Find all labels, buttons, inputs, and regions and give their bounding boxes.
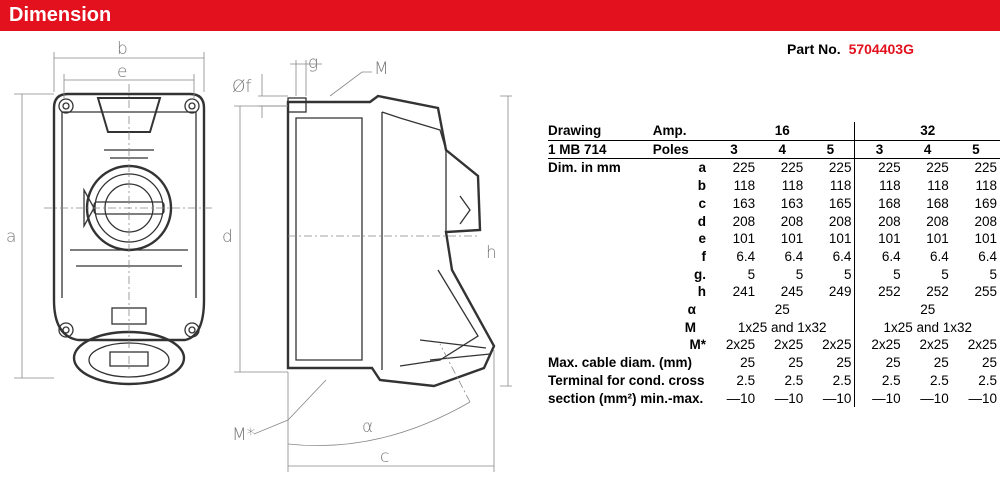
table-row <box>548 159 1000 177</box>
value-cell: 5 <box>941 266 949 282</box>
dim-label: Dim. in mm <box>548 159 653 177</box>
part-number-label: Part No. <box>787 41 841 57</box>
section-header <box>0 0 1000 31</box>
dim-label-d: d <box>222 227 233 247</box>
value-cell: —10 <box>968 390 997 406</box>
table-row-cable <box>548 354 1000 372</box>
value-cell: 6.4 <box>832 248 852 264</box>
value-cell: 168 <box>855 195 904 213</box>
value-cell: 225 <box>758 159 806 177</box>
drawing-id: 1 MB 714 <box>548 140 653 159</box>
value-cell: 118 <box>781 178 804 194</box>
row-label: section (mm²) min.-max. <box>548 390 704 406</box>
value-cell: 2x25 <box>822 337 852 353</box>
table-row-alpha <box>548 301 1000 319</box>
value-cell: 6.4 <box>929 248 949 264</box>
dim-label-f: Øf <box>232 77 252 97</box>
table-header-row <box>548 122 1000 140</box>
value-cell: 25 <box>788 355 804 371</box>
pole-cell: 4 <box>758 140 806 159</box>
value-cell: 5 <box>795 266 804 282</box>
value-cell: 5 <box>747 266 756 282</box>
value-cell: 208 <box>828 213 852 229</box>
value-cell: 6.4 <box>784 248 804 264</box>
row-key: b <box>697 178 706 194</box>
value-cell: 245 <box>780 284 804 300</box>
alpha-32: 25 <box>855 301 1000 319</box>
dim-label-Mstar: M* <box>232 425 256 445</box>
row-key: α <box>687 302 696 318</box>
value-cell: 6.4 <box>855 248 904 266</box>
part-number <box>787 41 914 57</box>
dimension-drawing <box>0 40 530 480</box>
dim-label-c: c <box>380 447 390 467</box>
value-cell: —10 <box>774 390 804 406</box>
pole-cell: 3 <box>710 140 758 159</box>
value-cell: 118 <box>927 178 949 194</box>
dim-label-e: e <box>117 62 128 82</box>
value-cell: 163 <box>780 195 804 211</box>
pole-cell: 3 <box>855 140 904 159</box>
row-key: d <box>697 213 706 229</box>
value-cell: 2.5 <box>832 372 852 388</box>
alpha-16: 25 <box>774 302 790 318</box>
value-cell: 208 <box>780 213 804 229</box>
value-cell: 2.5 <box>855 372 904 390</box>
value-cell: 25 <box>855 354 904 372</box>
table-row <box>548 230 1000 248</box>
table-row <box>548 283 1000 301</box>
table-row <box>548 248 1000 266</box>
table-row <box>548 195 1000 213</box>
value-cell: 163 <box>732 195 756 211</box>
row-key: h <box>697 284 706 300</box>
header-amp: Amp. <box>652 123 687 138</box>
amp-group-16: 16 <box>774 123 790 138</box>
part-number-value: 5704403G <box>848 41 914 57</box>
value-cell: —10 <box>726 390 756 406</box>
value-cell: 252 <box>926 284 949 300</box>
row-key: g. <box>693 266 706 282</box>
dim-label-a: a <box>6 227 17 247</box>
poles-label: Poles <box>653 140 710 159</box>
value-cell: 101 <box>974 231 997 247</box>
dim-label-g: g <box>308 53 319 73</box>
dim-label-b: b <box>117 40 128 59</box>
value-cell: 208 <box>732 213 756 229</box>
value-cell: 101 <box>926 231 949 247</box>
value-cell: 225 <box>806 159 855 177</box>
value-cell: 5 <box>843 266 852 282</box>
value-cell: 25 <box>933 355 949 371</box>
pole-cell: 5 <box>952 140 1000 159</box>
value-cell: 225 <box>855 159 904 177</box>
value-cell: 101 <box>732 231 756 247</box>
dimension-table <box>548 122 1000 407</box>
header-drawing: Drawing <box>548 123 602 138</box>
value-cell: 118 <box>829 178 852 194</box>
value-cell: 25 <box>836 355 852 371</box>
section-title: Dimension <box>9 4 112 26</box>
dim-label-h: h <box>486 243 497 263</box>
value-cell: 208 <box>855 213 904 231</box>
table-row-M <box>548 319 1000 337</box>
table-row <box>548 213 1000 231</box>
table-row-terminal-2 <box>548 390 1000 408</box>
value-cell: 6.4 <box>736 248 756 264</box>
value-cell: —10 <box>855 390 904 408</box>
value-cell: 2x25 <box>967 337 997 353</box>
row-key: e <box>698 231 706 247</box>
value-cell: 2.5 <box>736 372 756 388</box>
amp-group-32: 32 <box>855 122 1000 140</box>
value-cell: 2x25 <box>774 337 804 353</box>
row-key: f <box>701 248 706 264</box>
value-cell: 101 <box>828 231 852 247</box>
row-key: M <box>684 319 696 335</box>
value-cell: 101 <box>855 230 904 248</box>
pole-cell: 4 <box>904 140 952 159</box>
value-cell: 208 <box>974 213 997 229</box>
value-cell: 255 <box>974 284 997 300</box>
value-cell: 118 <box>855 177 904 195</box>
value-cell: 6.4 <box>978 248 997 264</box>
value-cell: 225 <box>952 159 1000 177</box>
value-cell: 225 <box>710 159 758 177</box>
value-cell: 5 <box>855 266 904 284</box>
value-cell: 118 <box>975 178 997 194</box>
value-cell: 5 <box>989 266 997 282</box>
value-cell: 165 <box>828 195 852 211</box>
value-cell: 101 <box>780 231 804 247</box>
row-label: Terminal for cond. cross <box>548 372 705 388</box>
value-cell: 2.5 <box>784 372 804 388</box>
value-cell: 2.5 <box>929 372 949 388</box>
table-row <box>548 177 1000 195</box>
row-key: a <box>653 159 710 177</box>
value-cell: 252 <box>855 283 904 301</box>
value-cell: 2.5 <box>978 372 997 388</box>
value-cell: 169 <box>974 195 997 211</box>
table-row-terminal-1 <box>548 372 1000 390</box>
value-cell: 225 <box>904 159 952 177</box>
dim-label-alpha: α <box>362 417 374 437</box>
value-cell: —10 <box>920 390 949 406</box>
M-32: 1x25 and 1x32 <box>855 319 1000 337</box>
row-key: M* <box>689 337 706 353</box>
value-cell: 2x25 <box>855 336 904 354</box>
row-key: c <box>698 195 706 211</box>
value-cell: 25 <box>740 355 756 371</box>
value-cell: 241 <box>732 284 756 300</box>
table-row <box>548 266 1000 284</box>
value-cell: 118 <box>733 178 756 194</box>
M-16: 1x25 and 1x32 <box>737 319 827 335</box>
value-cell: 25 <box>981 355 997 371</box>
value-cell: 2x25 <box>725 337 756 353</box>
value-cell: 249 <box>828 284 852 300</box>
value-cell: 168 <box>926 195 949 211</box>
value-cell: —10 <box>822 390 852 406</box>
table-row-Mstar <box>548 336 1000 354</box>
pole-cell: 5 <box>806 140 855 159</box>
value-cell: 2x25 <box>919 337 949 353</box>
dim-label-M: M <box>374 59 389 79</box>
row-label: Max. cable diam. (mm) <box>548 355 693 371</box>
table-poles-row <box>548 140 1000 159</box>
value-cell: 208 <box>926 213 949 229</box>
